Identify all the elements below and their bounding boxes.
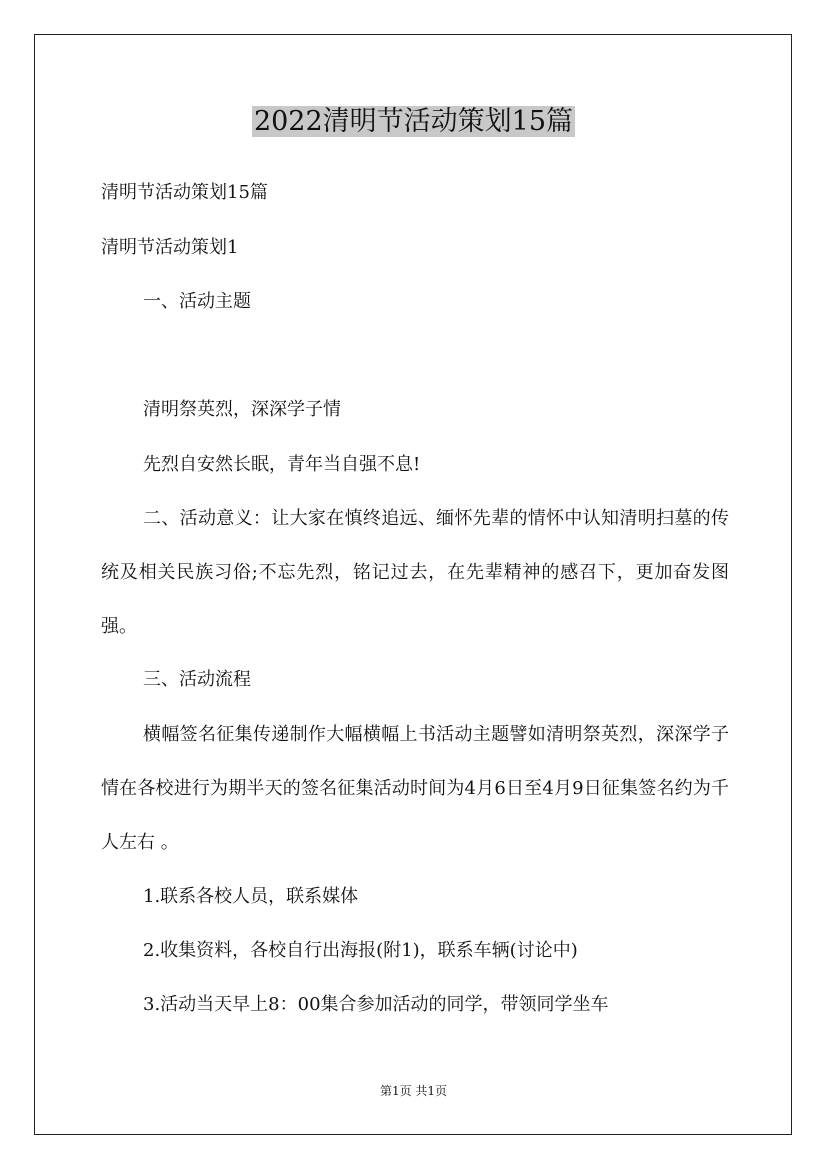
section-heading: 清明节活动策划1 <box>101 237 239 258</box>
activity-significance-paragraph: 二、活动意义：让大家在慎终追远、缅怀先辈的情怀中认知清明扫墓的传统及相关民族习俗;不忘先烈，铭记过去，在先辈精神的感召下，更加奋发图强。 <box>101 508 729 637</box>
document-title: 2022清明节活动策划15篇 <box>253 106 574 137</box>
step-1: 1.联系各校人员，联系媒体 <box>143 886 359 907</box>
heading-activity-theme: 一、活动主题 <box>143 291 251 312</box>
step-2: 2.收集资料，各校自行出海报(附1)，联系车辆(讨论中) <box>143 940 578 961</box>
banner-signature-paragraph: 横幅签名征集传递制作大幅横幅上书活动主题譬如清明祭英烈，深深学子情在各校进行为期半天的签名征集活动时间为4月6日至4月9日征集签名约为千人左右 。 <box>101 724 729 853</box>
subtitle: 清明节活动策划15篇 <box>101 182 268 203</box>
page-number-footer: 第1页 共1页 <box>379 1084 448 1098</box>
theme-line-1: 清明祭英烈，深深学子情 <box>143 399 341 420</box>
step-3: 3.活动当天早上8：00集合参加活动的同学，带领同学坐车 <box>143 994 609 1015</box>
theme-line-2: 先烈自安然长眠，青年当自强不息! <box>143 454 421 475</box>
heading-activity-process: 三、活动流程 <box>143 669 251 690</box>
